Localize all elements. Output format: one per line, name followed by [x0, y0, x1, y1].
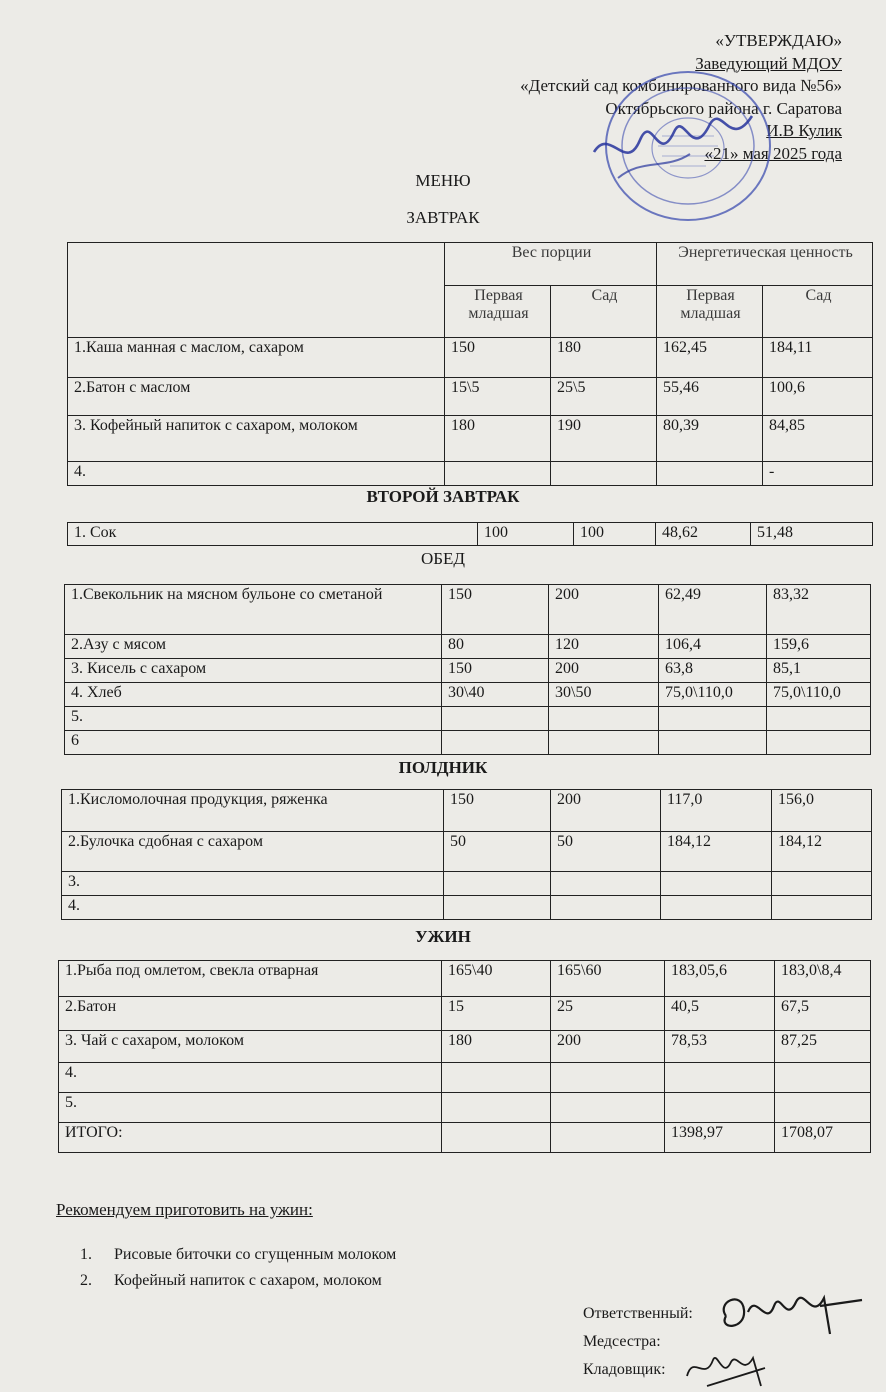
breakfast-table [67, 242, 873, 486]
dish-name-cell: 2.Азу с мясом [65, 635, 442, 659]
energy-younger-cell: 80,39 [657, 416, 763, 462]
portion-younger-cell: 150 [442, 585, 549, 635]
portion-garden-cell: 50 [551, 832, 661, 872]
table-row [68, 416, 873, 462]
portion-garden-cell [551, 462, 657, 486]
portion-younger-cell [442, 1123, 551, 1153]
second-breakfast-table [67, 522, 873, 546]
table-row [59, 1063, 871, 1093]
dish-name-cell: 4. Хлеб [65, 683, 442, 707]
energy-garden-cell: 67,5 [775, 997, 871, 1031]
portion-garden-cell [551, 1063, 665, 1093]
portion-garden-cell: 200 [551, 790, 661, 832]
dish-name-cell: 1.Кисломолочная продукция, ряженка [62, 790, 444, 832]
header-energy: Энергетическая ценность [657, 243, 873, 286]
portion-garden-cell: 190 [551, 416, 657, 462]
energy-garden-cell [767, 707, 871, 731]
approval-name: И.В Кулик [766, 121, 842, 140]
table-row [65, 585, 871, 635]
energy-younger-cell [665, 1093, 775, 1123]
energy-younger-cell: 78,53 [665, 1031, 775, 1063]
dish-name-cell: 3. Кофейный напиток с сахаром, молоком [68, 416, 445, 462]
table-row [68, 523, 873, 546]
energy-garden-cell: 75,0\110,0 [767, 683, 871, 707]
portion-garden-cell [551, 896, 661, 920]
energy-garden-cell: 1708,07 [775, 1123, 871, 1153]
energy-younger-cell: 106,4 [659, 635, 767, 659]
energy-younger-cell: 184,12 [661, 832, 772, 872]
table-row [59, 1123, 871, 1153]
menu-title: МЕНЮ [415, 171, 471, 190]
round-seal-stamp [588, 66, 774, 226]
approval-position: Заведующий МДОУ [695, 53, 842, 73]
dinner-table [58, 960, 871, 1153]
energy-garden-cell [775, 1093, 871, 1123]
recommend-list [80, 1242, 396, 1294]
energy-younger-cell: 63,8 [659, 659, 767, 683]
portion-garden-cell: 200 [551, 1031, 665, 1063]
approval-date: «21» мая 2025 года [704, 143, 842, 163]
table-row [65, 683, 871, 707]
section-snack: ПОЛДНИК [398, 758, 488, 777]
dish-name-cell: 1.Свекольник на мясном бульоне со сметаной [65, 585, 442, 635]
signature-nurse: Медсестра: [583, 1333, 661, 1350]
dish-name-cell: 4. [59, 1063, 442, 1093]
portion-younger-cell: 15\5 [445, 378, 551, 416]
portion-garden-cell [551, 1123, 665, 1153]
portion-garden-cell: 200 [549, 585, 659, 635]
portion-garden-cell [551, 872, 661, 896]
portion-younger-cell: 150 [442, 659, 549, 683]
portion-garden-cell: 120 [549, 635, 659, 659]
portion-younger-cell: 80 [442, 635, 549, 659]
approval-title: «УТВЕРЖДАЮ» [715, 31, 842, 50]
table-row [65, 731, 871, 755]
dish-name-cell: 4. [68, 462, 445, 486]
table-row [59, 961, 871, 997]
energy-younger-cell [657, 462, 763, 486]
table-row [59, 1093, 871, 1123]
portion-younger-cell: 150 [444, 790, 551, 832]
portion-younger-cell: 180 [445, 416, 551, 462]
energy-younger-cell: 162,45 [657, 338, 763, 378]
table-row [68, 338, 873, 378]
energy-younger-cell: 117,0 [661, 790, 772, 832]
portion-younger-cell: 50 [444, 832, 551, 872]
dish-name-cell: 5. [59, 1093, 442, 1123]
portion-younger-cell: 150 [445, 338, 551, 378]
list-text: Рисовые биточки со сгущенным молоком [114, 1246, 397, 1263]
portion-younger-cell [442, 1063, 551, 1093]
list-item [80, 1268, 396, 1294]
energy-garden-cell: - [763, 462, 873, 486]
approval-organization: «Детский сад комбинированного вида №56» [520, 76, 842, 95]
header-younger-portion: Первая младшая [445, 286, 551, 338]
portion-younger-cell: 165\40 [442, 961, 551, 997]
dish-name-cell: 6 [65, 731, 442, 755]
dish-name-cell: 3. Чай с сахаром, молоком [59, 1031, 442, 1063]
header-portion: Вес порции [445, 243, 657, 286]
table-row [59, 997, 871, 1031]
dish-name-cell: 2.Булочка сдобная с сахаром [62, 832, 444, 872]
dish-name-cell: 3. [62, 872, 444, 896]
list-item [80, 1242, 396, 1268]
energy-younger-cell [661, 896, 772, 920]
energy-garden-cell [772, 896, 872, 920]
header-empty-cell [68, 243, 445, 338]
table-row [65, 635, 871, 659]
energy-younger-cell: 75,0\110,0 [659, 683, 767, 707]
table-row [62, 790, 872, 832]
portion-garden-cell [551, 1093, 665, 1123]
portion-garden-cell: 200 [549, 659, 659, 683]
recommend-title: Рекомендуем приготовить на ужин: [56, 1200, 313, 1219]
energy-younger-cell [659, 731, 767, 755]
header-garden-portion: Сад [551, 286, 657, 338]
energy-garden-cell [767, 731, 871, 755]
energy-garden-cell: 84,85 [763, 416, 873, 462]
energy-younger-cell [659, 707, 767, 731]
portion-younger-cell [444, 872, 551, 896]
energy-garden-cell [775, 1063, 871, 1093]
portion-garden-cell: 100 [574, 523, 656, 546]
header-younger-energy: Первая младшая [657, 286, 763, 338]
section-lunch: ОБЕД [420, 549, 466, 568]
energy-younger-cell: 183,05,6 [665, 961, 775, 997]
portion-younger-cell: 100 [478, 523, 574, 546]
dish-name-cell: 1.Каша манная с маслом, сахаром [68, 338, 445, 378]
list-number: 1. [80, 1246, 92, 1263]
energy-younger-cell [665, 1063, 775, 1093]
energy-younger-cell: 40,5 [665, 997, 775, 1031]
portion-younger-cell [442, 707, 549, 731]
energy-garden-cell: 156,0 [772, 790, 872, 832]
portion-garden-cell: 25 [551, 997, 665, 1031]
energy-garden-cell: 184,12 [772, 832, 872, 872]
energy-garden-cell: 83,32 [767, 585, 871, 635]
portion-younger-cell [442, 1093, 551, 1123]
dish-name-cell: 1. Сок [68, 523, 478, 546]
energy-garden-cell: 51,48 [751, 523, 873, 546]
energy-garden-cell: 87,25 [775, 1031, 871, 1063]
table-header-row [68, 243, 873, 286]
storekeeper-signature [683, 1346, 773, 1390]
list-text: Кофейный напиток с сахаром, молоком [114, 1272, 382, 1289]
responsible-signature [712, 1276, 872, 1346]
dish-name-cell: 5. [65, 707, 442, 731]
table-row [65, 659, 871, 683]
signature-block [583, 1300, 693, 1384]
portion-garden-cell [549, 707, 659, 731]
energy-younger-cell: 1398,97 [665, 1123, 775, 1153]
section-second-breakfast: ВТОРОЙ ЗАВТРАК [366, 487, 520, 506]
portion-younger-cell [442, 731, 549, 755]
energy-younger-cell: 62,49 [659, 585, 767, 635]
table-row [62, 832, 872, 872]
approval-district: Октябрьского района г. Саратова [605, 98, 842, 118]
energy-garden-cell: 183,0\8,4 [775, 961, 871, 997]
table-row [62, 872, 872, 896]
portion-younger-cell: 15 [442, 997, 551, 1031]
energy-garden-cell: 85,1 [767, 659, 871, 683]
energy-garden-cell: 159,6 [767, 635, 871, 659]
portion-garden-cell: 25\5 [551, 378, 657, 416]
list-number: 2. [80, 1272, 92, 1289]
dish-name-cell: 4. [62, 896, 444, 920]
portion-garden-cell [549, 731, 659, 755]
energy-garden-cell: 100,6 [763, 378, 873, 416]
energy-younger-cell: 48,62 [656, 523, 751, 546]
dish-name-cell: ИТОГО: [59, 1123, 442, 1153]
table-row [59, 1031, 871, 1063]
section-breakfast: ЗАВТРАК [406, 208, 480, 227]
portion-younger-cell [444, 896, 551, 920]
portion-younger-cell [445, 462, 551, 486]
portion-garden-cell: 30\50 [549, 683, 659, 707]
signature-responsible: Ответственный: [583, 1305, 693, 1322]
energy-younger-cell [661, 872, 772, 896]
table-row [68, 378, 873, 416]
energy-younger-cell: 55,46 [657, 378, 763, 416]
portion-garden-cell: 180 [551, 338, 657, 378]
section-dinner: УЖИН [415, 927, 471, 946]
portion-younger-cell: 30\40 [442, 683, 549, 707]
dish-name-cell: 3. Кисель с сахаром [65, 659, 442, 683]
dish-name-cell: 2.Батон [59, 997, 442, 1031]
lunch-table [64, 584, 871, 755]
dish-name-cell: 1.Рыба под омлетом, свекла отварная [59, 961, 442, 997]
table-row [65, 707, 871, 731]
snack-table [61, 789, 872, 920]
portion-garden-cell: 165\60 [551, 961, 665, 997]
table-row [68, 462, 873, 486]
energy-garden-cell [772, 872, 872, 896]
header-garden-energy: Сад [763, 286, 873, 338]
portion-younger-cell: 180 [442, 1031, 551, 1063]
signature-storekeeper: Кладовщик: [583, 1361, 666, 1378]
dish-name-cell: 2.Батон с маслом [68, 378, 445, 416]
table-row [62, 896, 872, 920]
energy-garden-cell: 184,11 [763, 338, 873, 378]
